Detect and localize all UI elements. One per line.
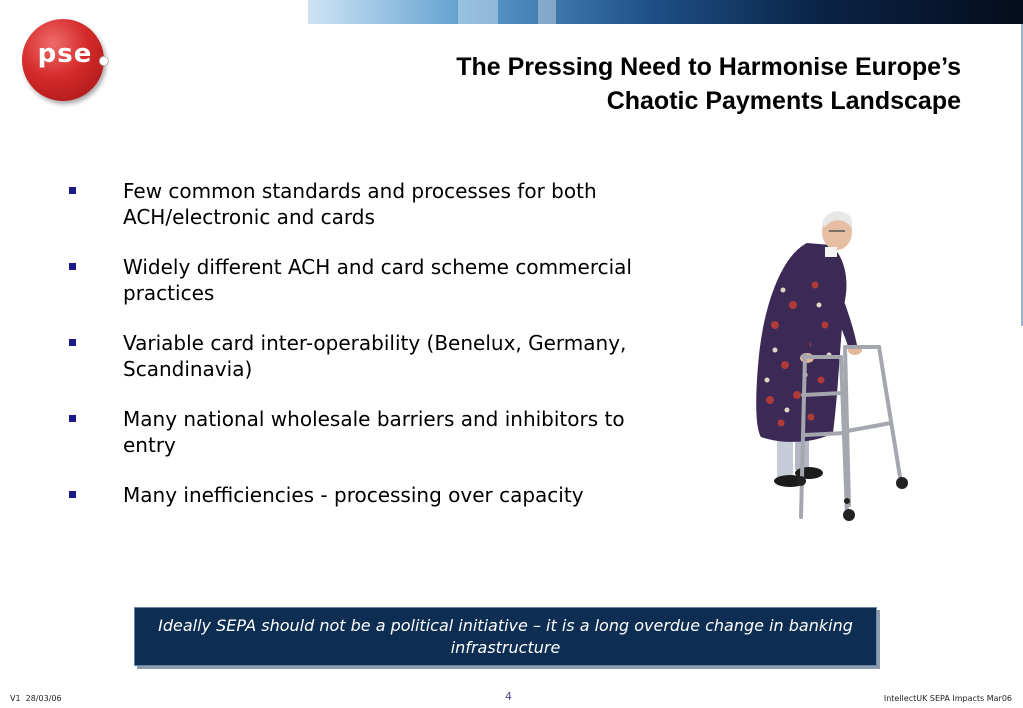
- page-number: 4: [505, 690, 512, 703]
- square-bullet-icon: [69, 339, 76, 346]
- list-item: [68, 482, 708, 508]
- bullet-text: Many national wholesale barriers and inhibitors to entry: [123, 407, 625, 457]
- page-title: [341, 50, 961, 118]
- footer-version-date: V1 28/03/06: [10, 694, 62, 703]
- list-item: [68, 178, 708, 230]
- square-bullet-icon: [69, 415, 76, 422]
- callout-text: Ideally SEPA should not be a political initiative – it is a long overdue change in banking infrastructure: [158, 615, 853, 657]
- logo-text: pse: [37, 39, 93, 69]
- list-item: [68, 254, 708, 306]
- footer-document-name: IntellectUK SEPA Impacts Mar06: [883, 694, 1012, 703]
- bullet-text: Widely different ACH and card scheme commercial practices: [123, 255, 632, 305]
- callout-box: [134, 607, 877, 666]
- bullet-text: Many inefficiencies - processing over capacity: [123, 483, 584, 507]
- square-bullet-icon: [69, 263, 76, 270]
- bullet-text: Variable card inter-operability (Benelux, Germany, Scandinavia): [123, 331, 627, 381]
- title-line-1: The Pressing Need to Harmonise Europe’s: [456, 53, 961, 81]
- bullet-list: [68, 178, 708, 532]
- banner-streak: [458, 0, 498, 24]
- title-line-2: Chaotic Payments Landscape: [606, 87, 961, 115]
- pse-logo: [22, 19, 104, 101]
- square-bullet-icon: [69, 187, 76, 194]
- bullet-text: Few common standards and processes for both ACH/electronic and cards: [123, 179, 597, 229]
- list-item: [68, 330, 708, 382]
- logo-dot: [99, 56, 109, 66]
- square-bullet-icon: [69, 491, 76, 498]
- top-banner: [308, 0, 1023, 24]
- list-item: [68, 406, 708, 458]
- banner-streak: [538, 0, 556, 24]
- elderly-man-with-walker-image: [745, 205, 915, 530]
